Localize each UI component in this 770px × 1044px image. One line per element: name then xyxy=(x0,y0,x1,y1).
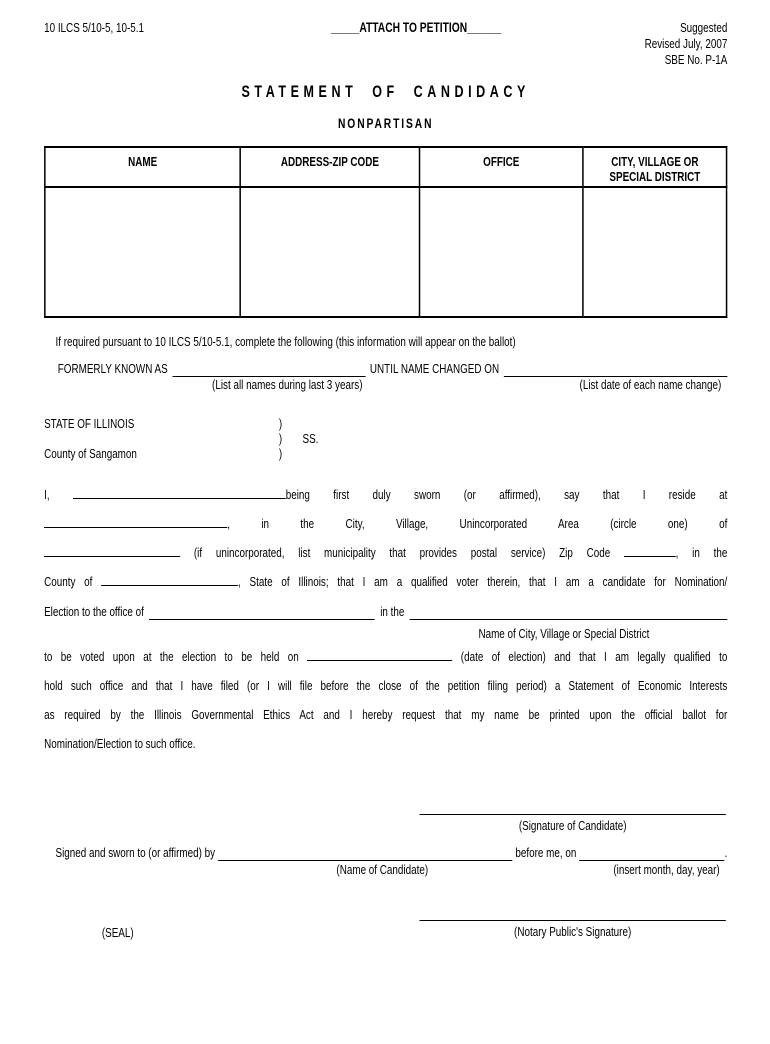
notary-signature-line[interactable] xyxy=(420,920,726,939)
oath-l7-text: hold such office and that I have filed (or I will file before the close of the petition filing period) a Statement of Economic Interests xyxy=(44,678,728,693)
zip-code-blank[interactable] xyxy=(624,543,676,557)
statement-of-candidacy-form xyxy=(0,20,770,1044)
district-name-blank[interactable] xyxy=(410,605,728,620)
name-of-candidate-caption: (Name of Candidate) xyxy=(336,862,429,877)
election-date-blank[interactable] xyxy=(307,647,452,661)
residence-address-blank[interactable] xyxy=(44,514,227,528)
sworn-row xyxy=(44,845,727,861)
district-name-caption: Name of City, Village or Special District xyxy=(478,626,650,641)
oath-l3-suffix: , in the xyxy=(675,545,728,560)
name-cell[interactable] xyxy=(45,187,241,317)
venue-county-row xyxy=(44,446,727,461)
office-cell[interactable] xyxy=(419,187,583,317)
statute-reference: 10 ILCS 5/10-5, 10-5.1 xyxy=(44,20,145,35)
district-caption-line xyxy=(44,625,727,642)
sworn-name-blank[interactable] xyxy=(218,846,512,861)
oath-l3-text: (if unincorporated, list municipality that provides postal service) Zip Code xyxy=(193,545,611,560)
office-blank[interactable] xyxy=(149,605,375,620)
formerly-known-row xyxy=(44,361,727,377)
sworn-prefix-label: Signed and sworn to (or affirmed) by xyxy=(55,845,216,860)
formerly-known-as-blank[interactable] xyxy=(172,362,365,377)
venue-state-row xyxy=(44,416,727,431)
oath-l2-text: , in the City, Village, Unincorporated Area (circle one) of xyxy=(227,516,728,531)
oath-paragraph xyxy=(44,480,727,758)
insert-date-caption: (insert month, day, year) xyxy=(613,862,720,877)
paren-glyph: ) xyxy=(278,431,283,446)
sworn-date-blank[interactable] xyxy=(579,846,724,861)
district-cell[interactable] xyxy=(583,187,726,317)
county-blank[interactable] xyxy=(101,572,238,586)
name-changed-date-blank[interactable] xyxy=(504,362,728,377)
paren-glyph: ) xyxy=(278,416,283,431)
oath-line-3 xyxy=(44,538,727,567)
oath-line-9 xyxy=(44,729,727,758)
page-title: STATEMENT OF CANDIDACY xyxy=(241,83,530,101)
oath-l1-text: being first duly sworn (or affirmed), say that I reside at xyxy=(285,487,728,502)
seal-label: (SEAL) xyxy=(101,925,134,940)
table-header-row xyxy=(45,147,727,187)
notary-signature-caption: (Notary Public's Signature) xyxy=(514,924,632,939)
county-of-sangamon-label: County of Sangamon xyxy=(44,446,137,461)
oath-line-6 xyxy=(44,642,727,671)
column-header-district: CITY, VILLAGE OR SPECIAL DISTRICT xyxy=(583,147,726,187)
formerly-known-caption: (List all names during last 3 years) xyxy=(212,377,363,392)
period-glyph: . xyxy=(724,845,728,860)
oath-l5-mid: in the xyxy=(380,604,405,619)
candidate-signature-line[interactable] xyxy=(420,814,726,833)
venue-block xyxy=(44,416,727,461)
column-header-address: ADDRESS-ZIP CODE xyxy=(240,147,419,187)
venue-ss-row xyxy=(44,431,727,446)
oath-line-1 xyxy=(44,480,727,509)
candidate-info-table xyxy=(44,146,727,318)
signature-of-candidate-caption: (Signature of Candidate) xyxy=(518,818,627,833)
nonpartisan-subtitle: NONPARTISAN xyxy=(337,116,434,131)
oath-l6-text: (date of election) and that I am legally qualified to xyxy=(460,649,728,664)
oath-line-2 xyxy=(44,509,727,538)
oath-l4-text: , State of Illinois; that I am a qualified voter therein, that I am a candidate for Nomination/ xyxy=(237,574,728,589)
notary-block xyxy=(44,920,727,939)
paren-glyph: ) xyxy=(278,446,283,461)
state-of-illinois-label: STATE OF ILLINOIS xyxy=(44,416,135,431)
until-name-changed-label: UNTIL NAME CHANGED ON xyxy=(369,361,500,376)
revised-date-label: Revised July, 2007 xyxy=(644,36,728,51)
oath-l6-prefix: to be voted upon at the election to be held on xyxy=(44,649,299,664)
candidate-name-blank[interactable] xyxy=(73,485,286,499)
oath-line-5 xyxy=(44,596,727,625)
oath-l8-text: as required by the Illinois Governmental Ethics Act and I hereby request that my name be printed upon the official ballot for xyxy=(44,707,728,722)
ss-label: SS. xyxy=(302,431,319,446)
formerly-known-captions xyxy=(44,377,727,392)
form-number-label: SBE No. P-1A xyxy=(664,52,728,67)
before-me-on-label: before me, on xyxy=(515,845,577,860)
suggested-label: Suggested xyxy=(680,20,728,35)
oath-line-7 xyxy=(44,671,727,700)
name-change-instructions: If required pursuant to 10 ILCS 5/10-5.1, complete the following (this information will appear on the ballot) xyxy=(55,334,516,349)
oath-l9-text: Nomination/Election to such office. xyxy=(44,736,196,751)
column-header-name: NAME xyxy=(45,147,241,187)
form-header xyxy=(44,20,727,68)
oath-l1-prefix: I, xyxy=(44,487,50,502)
oath-l4-prefix: County of xyxy=(44,574,93,589)
form-revision-block xyxy=(560,20,727,68)
oath-l5-prefix: Election to the office of xyxy=(44,604,144,619)
name-changed-caption: (List date of each name change) xyxy=(579,377,722,392)
oath-line-4 xyxy=(44,567,727,596)
oath-line-8 xyxy=(44,700,727,729)
sworn-captions xyxy=(44,862,727,877)
table-row xyxy=(45,187,727,317)
column-header-office: OFFICE xyxy=(419,147,583,187)
municipality-blank[interactable] xyxy=(44,543,180,557)
attach-to-petition-label: _____ATTACH TO PETITION______ xyxy=(330,20,502,35)
address-cell[interactable] xyxy=(240,187,419,317)
formerly-known-label: FORMERLY KNOWN AS xyxy=(57,361,168,376)
